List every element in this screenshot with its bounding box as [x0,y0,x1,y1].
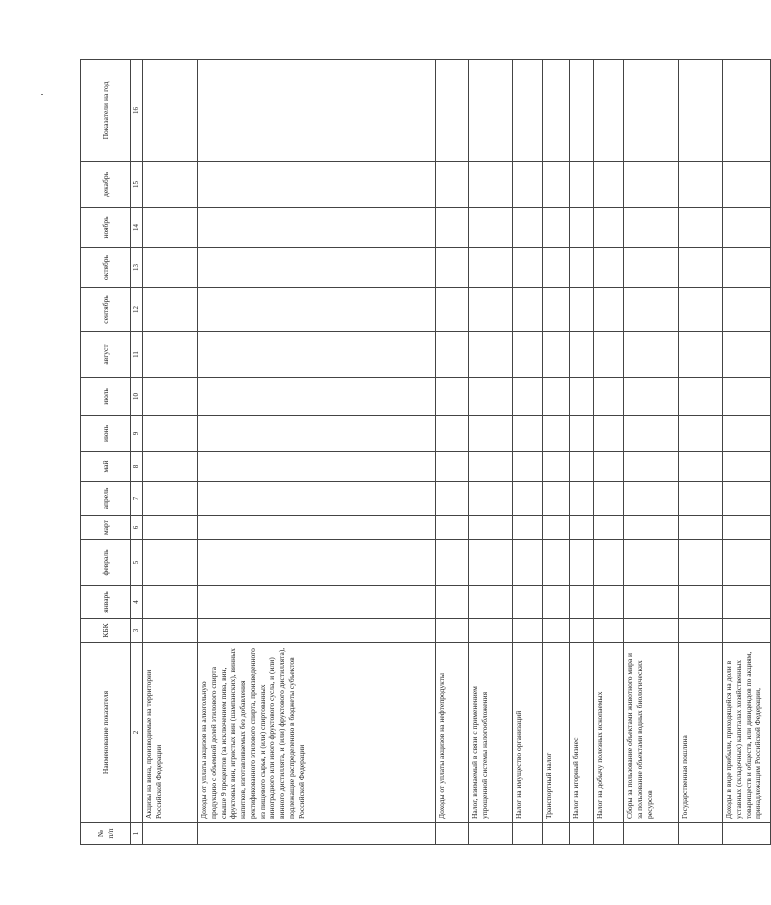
value-cell [513,378,543,416]
table-row [469,60,513,845]
value-cell [723,378,771,416]
value-cell [624,60,679,162]
col-number: 5 [131,540,143,586]
row-number-cell [469,823,513,845]
value-cell [436,416,469,452]
value-cell [198,288,436,332]
value-cell [513,540,543,586]
col-header-oct: октябрь [81,248,131,288]
value-cell [469,378,513,416]
col-header-mar: март [81,516,131,540]
table-row [570,60,594,845]
value-cell [570,332,594,378]
value-cell [723,586,771,619]
value-cell [570,586,594,619]
value-cell [624,540,679,586]
row-number-cell [436,823,469,845]
value-cell [624,516,679,540]
value-cell [143,60,198,162]
col-number: 1 [131,823,143,845]
value-cell [543,540,570,586]
value-cell [624,248,679,288]
value-cell [624,586,679,619]
col-header-jun: июнь [81,416,131,452]
value-cell [513,416,543,452]
value-cell [513,452,543,482]
indicator-name-cell: Сборы за пользование объектами животного мира и за пользование объектами водных биологических ресурсов [624,643,679,823]
col-number: 11 [131,332,143,378]
col-number: 6 [131,516,143,540]
indicator-name-cell: Налог на игорный бизнес [570,643,594,823]
value-cell [198,60,436,162]
value-cell [198,162,436,208]
value-cell [679,60,723,162]
scan-speck [41,94,43,95]
indicator-name-cell: Государственная пошлина [679,643,723,823]
col-number: 15 [131,162,143,208]
value-cell [543,288,570,332]
value-cell [543,482,570,516]
value-cell [513,516,543,540]
value-cell [198,416,436,452]
col-number: 16 [131,60,143,162]
value-cell [679,452,723,482]
table-row [594,60,624,845]
col-number: 14 [131,208,143,248]
value-cell [143,416,198,452]
value-cell [469,586,513,619]
value-cell [723,332,771,378]
value-cell [143,516,198,540]
row-number-cell [723,823,771,845]
value-cell [594,619,624,643]
value-cell [594,208,624,248]
table-row [143,60,198,845]
value-cell [570,452,594,482]
table-row [198,60,436,845]
table-row [723,60,771,845]
value-cell [513,332,543,378]
value-cell [436,586,469,619]
value-cell [570,619,594,643]
value-cell [679,378,723,416]
value-cell [543,586,570,619]
value-cell [679,288,723,332]
header-row [81,60,131,845]
value-cell [723,516,771,540]
value-cell [624,288,679,332]
col-header-feb: февраль [81,540,131,586]
value-cell [469,416,513,452]
value-cell [594,516,624,540]
value-cell [143,586,198,619]
col-number: 12 [131,288,143,332]
value-cell [679,162,723,208]
value-cell [436,162,469,208]
value-cell [624,482,679,516]
value-cell [570,482,594,516]
col-header-jan: январь [81,586,131,619]
value-cell [469,619,513,643]
value-cell [513,208,543,248]
value-cell [594,378,624,416]
indicator-name-cell: Доходы в виде прибыли, приходящейся на доли в уставных (складочных) капиталах хозяйственных товариществ и обществ, или дивидендов по акциям, принадлежащим Российской Федерации, [723,643,771,823]
value-cell [594,248,624,288]
value-cell [436,452,469,482]
value-cell [469,482,513,516]
value-cell [679,482,723,516]
value-cell [436,208,469,248]
col-header-may: май [81,452,131,482]
value-cell [198,516,436,540]
value-cell [679,619,723,643]
value-cell [679,586,723,619]
value-cell [594,288,624,332]
value-cell [624,332,679,378]
value-cell [513,162,543,208]
col-number: 10 [131,378,143,416]
indicator-name-cell: Налог на имущество организаций [513,643,543,823]
value-cell [594,332,624,378]
value-cell [679,332,723,378]
value-cell [679,208,723,248]
value-cell [469,332,513,378]
col-number: 8 [131,452,143,482]
value-cell [198,540,436,586]
col-number: 2 [131,643,143,823]
value-cell [436,332,469,378]
value-cell [143,332,198,378]
value-cell [570,162,594,208]
value-cell [723,208,771,248]
rotated-sheet [80,60,763,845]
col-header-dec: декабрь [81,162,131,208]
value-cell [436,540,469,586]
value-cell [543,619,570,643]
value-cell [469,60,513,162]
value-cell [469,248,513,288]
value-cell [570,416,594,452]
value-cell [469,516,513,540]
row-number-cell [543,823,570,845]
value-cell [198,248,436,288]
value-cell [723,452,771,482]
col-header-name: Наименование показателя [81,643,131,823]
table-body [143,60,771,845]
value-cell [143,208,198,248]
value-cell [723,162,771,208]
value-cell [570,60,594,162]
value-cell [723,540,771,586]
table-row [624,60,679,845]
value-cell [624,378,679,416]
col-header-sep: сентябрь [81,288,131,332]
value-cell [513,60,543,162]
value-cell [570,378,594,416]
value-cell [594,452,624,482]
table-row [436,60,469,845]
value-cell [543,416,570,452]
value-cell [543,516,570,540]
value-cell [436,378,469,416]
table-row [679,60,723,845]
value-cell [198,378,436,416]
col-number: 9 [131,416,143,452]
value-cell [679,540,723,586]
value-cell [594,416,624,452]
value-cell [723,248,771,288]
value-cell [143,288,198,332]
col-number: 3 [131,619,143,643]
value-cell [143,162,198,208]
value-cell [570,248,594,288]
value-cell [543,60,570,162]
revenue-forecast-table [80,59,771,845]
value-cell [624,208,679,248]
indicator-name-cell: Транспортный налог [543,643,570,823]
value-cell [469,540,513,586]
row-number-cell [513,823,543,845]
value-cell [469,162,513,208]
value-cell [723,416,771,452]
value-cell [594,540,624,586]
value-cell [543,452,570,482]
row-number-cell [624,823,679,845]
row-number-cell [679,823,723,845]
value-cell [198,482,436,516]
value-cell [543,208,570,248]
value-cell [679,516,723,540]
value-cell [624,162,679,208]
indicator-name-cell: Акцизы на вина, производимые на территории Российской Федерации [143,643,198,823]
value-cell [513,482,543,516]
value-cell [143,378,198,416]
value-cell [570,516,594,540]
value-cell [436,516,469,540]
value-cell [469,208,513,248]
col-number: 13 [131,248,143,288]
row-number-cell [198,823,436,845]
col-header-num: № п/п [81,823,131,845]
indicator-name-cell: Налог, взимаемый в связи с применением упрощенной системы налогообложения [469,643,513,823]
table-row [513,60,543,845]
value-cell [469,452,513,482]
value-cell [436,248,469,288]
value-cell [543,332,570,378]
value-cell [198,332,436,378]
column-number-row [131,60,143,845]
col-header-kbk: КБК [81,619,131,643]
value-cell [198,452,436,482]
value-cell [723,288,771,332]
value-cell [513,248,543,288]
indicator-name-cell: Налог на добычу полезных ископаемых [594,643,624,823]
row-number-cell [570,823,594,845]
value-cell [143,540,198,586]
col-header-year: Показатели на год [81,60,131,162]
col-header-apr: апрель [81,482,131,516]
value-cell [624,619,679,643]
value-cell [594,482,624,516]
value-cell [143,482,198,516]
value-cell [436,482,469,516]
col-header-nov: ноябрь [81,208,131,248]
value-cell [513,288,543,332]
value-cell [570,208,594,248]
indicator-name-cell: Доходы от уплаты акцизов на алкогольную продукцию с объемной долей этилового спирта свыше 9 процентов (за исключением пива, вин, фруктовых вин, игристых вин (шампанских), винных напитков, изготавливаемых без добавления ректификованного этилового спирта, произведенного из пищевого сырья, и (или) спиртованных виноградного или иного фруктового сусла, и (или) винного дистиллята, и (или) фруктового дистиллята), подлежащие распределению в бюджеты субъектов Российской Федерации [198,643,436,823]
value-cell [513,619,543,643]
value-cell [143,619,198,643]
value-cell [513,586,543,619]
col-header-aug: август [81,332,131,378]
value-cell [570,540,594,586]
value-cell [436,619,469,643]
value-cell [624,416,679,452]
value-cell [436,60,469,162]
value-cell [143,452,198,482]
value-cell [198,208,436,248]
col-header-jul: июль [81,378,131,416]
value-cell [469,288,513,332]
value-cell [723,619,771,643]
value-cell [679,416,723,452]
row-number-cell [143,823,198,845]
indicator-name-cell: Доходы от уплаты акцизов на нефтепродукты [436,643,469,823]
value-cell [594,162,624,208]
value-cell [594,60,624,162]
value-cell [198,586,436,619]
value-cell [436,288,469,332]
value-cell [198,619,436,643]
table-row [543,60,570,845]
value-cell [143,248,198,288]
col-number: 7 [131,482,143,516]
value-cell [570,288,594,332]
row-number-cell [594,823,624,845]
value-cell [723,482,771,516]
value-cell [624,452,679,482]
value-cell [723,60,771,162]
value-cell [679,248,723,288]
value-cell [543,162,570,208]
value-cell [594,586,624,619]
value-cell [543,248,570,288]
col-number: 4 [131,586,143,619]
value-cell [543,378,570,416]
